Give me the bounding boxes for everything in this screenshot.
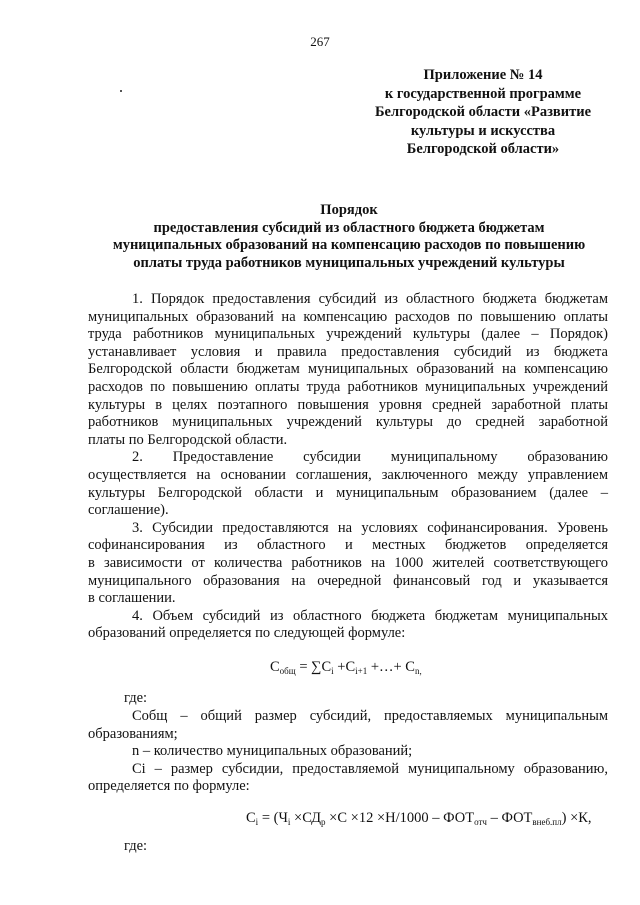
text-line: осуществляется на основании соглашения, заключенного между управлением <box>88 466 608 483</box>
formula-subscript: i <box>255 817 259 828</box>
formula-term: +С <box>333 658 356 675</box>
formula-subscript: общ <box>279 665 296 676</box>
text-line: n – количество муниципальных образований; <box>132 743 413 760</box>
text-line: в зависимости от количества работников на 1000 жителей соответствующего <box>88 554 608 571</box>
formula-subscript: i <box>287 817 291 828</box>
formula-subscript: отч <box>474 817 487 828</box>
annex-line: Белгородской области «Развитие <box>374 104 592 120</box>
definition-ci <box>88 761 608 796</box>
formula-term: С <box>246 810 256 827</box>
title-heading: Порядок <box>320 202 378 218</box>
text-line: Сi – размер субсидии, предоставляемой муниципальному образованию, <box>132 760 608 777</box>
text-line: работников муниципальных учреждений культуры до средней заработной <box>88 414 608 431</box>
text-line: образований определяется по следующей формуле: <box>88 625 406 642</box>
formula-term: ×СД <box>290 810 322 827</box>
text-line: труда работников муниципальных учреждений культуры (далее – Порядок) <box>88 326 608 343</box>
text-line: 1. Порядок предоставления субсидий из областного бюджета бюджетам <box>132 291 608 307</box>
paragraph-2 <box>88 449 608 519</box>
definition-n <box>88 743 608 761</box>
formula-term: = (Ч <box>258 810 288 827</box>
paragraph-3 <box>88 520 608 608</box>
title-line: оплаты труда работников муниципальных учреждений культуры <box>133 254 565 271</box>
definition-cobsh <box>88 708 608 743</box>
text-line: культуры в целях поэтапного повышения уровня средней заработной платы <box>88 396 608 413</box>
formula-subscript: i+1 <box>355 665 368 676</box>
scan-speck <box>120 90 122 92</box>
title-line: муниципальных образований на компенсацию расходов по повышению <box>112 237 586 253</box>
formula-term: С <box>270 658 280 675</box>
document-title <box>84 202 614 272</box>
text-line: устанавливает условия и правила предоставления субсидий из бюджета <box>88 343 608 360</box>
where-label: где: <box>124 690 148 707</box>
where-label: где: <box>124 837 148 854</box>
formula-term: – ФОТ <box>486 810 533 827</box>
document-body <box>88 291 608 855</box>
title-line: предоставления субсидий из областного бюджета бюджетам <box>153 219 545 236</box>
text-line: культуры Белгородской области и муниципальным образованием (далее – <box>88 484 608 501</box>
paragraph-1 <box>88 291 608 449</box>
formula-total-subsidy <box>88 659 608 681</box>
annex-line: Белгородской области» <box>406 141 560 157</box>
text-line: платы по Белгородской области. <box>88 431 288 448</box>
formula-subscript: n, <box>414 665 422 676</box>
text-line: муниципального образования на очередной финансовый год и указывается <box>88 572 608 589</box>
annex-line: к государственной программе <box>384 85 582 102</box>
text-line: Белгородской области бюджетам муниципальных образований на компенсацию <box>88 361 608 378</box>
formula-term: = ∑С <box>295 658 332 675</box>
paragraph-4 <box>88 608 608 643</box>
text-line: расходов по повышению оплаты труда работников муниципальных учреждений <box>88 378 608 395</box>
formula-subscript: внеб.пл <box>532 817 562 828</box>
annex-line: культуры и искусства <box>410 122 556 139</box>
annex-header <box>358 66 608 159</box>
text-line: 4. Объем субсидий из областного бюджета бюджетам муниципальных <box>132 607 608 624</box>
text-line: соглашение). <box>88 502 169 519</box>
text-line: определяется по формуле: <box>88 778 250 795</box>
formula-subscript: р <box>321 817 326 828</box>
text-line: 2. Предоставление субсидии муниципальному образованию <box>132 449 608 466</box>
text-line: софинансирования из областного и местных бюджетов определяется <box>88 537 608 554</box>
formula-term: +…+ С <box>367 658 415 675</box>
annex-line: Приложение № 14 <box>423 67 543 83</box>
formula-term: ) ×К, <box>561 810 592 827</box>
text-line: 3. Субсидии предоставляются на условиях софинансирования. Уровень <box>132 519 608 536</box>
formula-ci <box>88 810 608 832</box>
text-line: Собщ – общий размер субсидий, предоставляемых муниципальным <box>132 708 608 725</box>
formula-subscript: i <box>331 665 334 676</box>
text-line: муниципальных образований на компенсацию расходов по повышению оплаты <box>88 308 608 325</box>
page-number: 267 <box>310 34 330 49</box>
formula-term: ×С ×12 ×Н/1000 – ФОТ <box>325 810 475 827</box>
text-line: образованиям; <box>88 725 178 742</box>
text-line: в соглашении. <box>88 590 176 607</box>
